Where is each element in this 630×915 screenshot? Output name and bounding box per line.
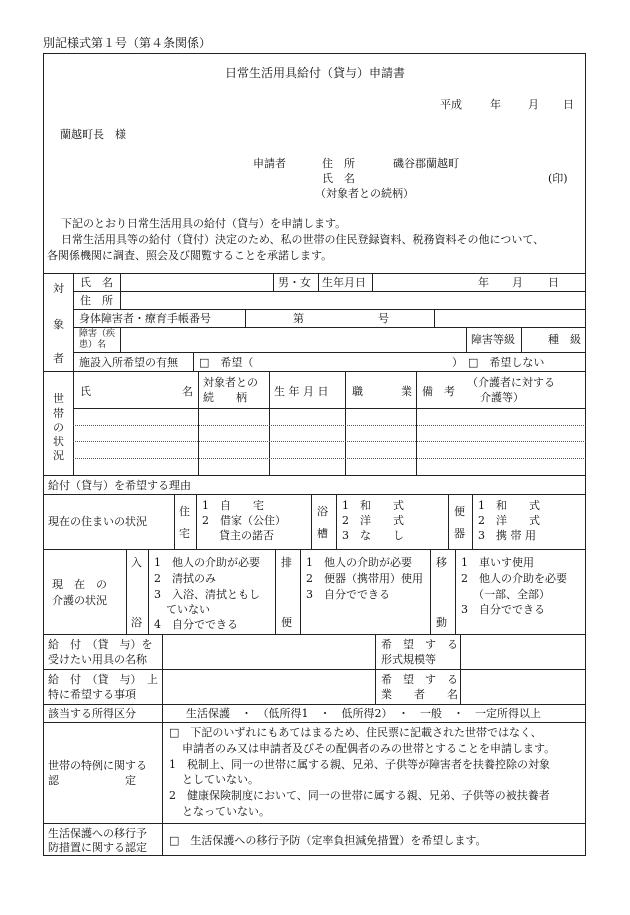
care-move-3: 3 自分でできる <box>461 603 545 616</box>
exception-line-4: としていない。 <box>182 773 259 786</box>
household-side-4: 状 <box>53 435 64 448</box>
care-move-side-2: 動 <box>436 616 447 629</box>
dob-month: 月 <box>512 276 523 289</box>
household-side-5: 況 <box>53 449 64 462</box>
seal-mark: (印) <box>548 172 568 185</box>
intro-line-2: 日常生活用具等の給付（貸付）決定のため、私の世帯の住民登録資料、税務資料その他について、 <box>61 233 545 246</box>
handbook-label: 身体障害者・療育手帳番号 <box>79 312 211 325</box>
care-bath-side-1: 入 <box>131 556 142 569</box>
handbook-go: 号 <box>378 312 389 325</box>
exception-line-2: 申請者のみ又は申請者及びその配偶者のみの世帯とすることを申請します。 <box>182 742 556 755</box>
housing-option-1: 1 自 宅 <box>202 499 264 512</box>
household-side-1: 世 <box>53 392 64 405</box>
date-month: 月 <box>528 98 539 111</box>
hh-col-note-2: （介護者に対する <box>467 376 555 389</box>
care-label-2: 介護の状況 <box>52 594 107 607</box>
care-excr-3: 3 自分でできる <box>306 588 390 601</box>
sex-label: 男・女 <box>278 276 311 289</box>
household-side-2: 帯 <box>53 407 64 420</box>
applicant-address-value: 磯谷郡蘭越町 <box>393 157 459 170</box>
housing-landlord: 貸主の諾否 <box>219 529 274 542</box>
housing-option-2: 2 借家（公住） <box>202 514 286 527</box>
care-bath-3: 3 入浴、清拭ともし <box>154 588 260 601</box>
hh-col-dob: 生 年 月 日 <box>274 385 329 398</box>
facility-option-wish[interactable]: □ 希望（ <box>199 356 254 369</box>
bath-option-1: 1 和 式 <box>342 499 404 512</box>
target-side-2: 象 <box>53 318 64 331</box>
desired-form-label-1: 希 望 す る <box>381 638 458 651</box>
living-bath-side-1: 浴 <box>317 505 328 518</box>
hh-col-relation-1: 対象者との <box>203 376 258 389</box>
care-move-2b: （一部、全部） <box>473 588 550 601</box>
exception-label-1: 世帯の特例に関する <box>48 759 147 772</box>
hh-col-note-1: 備 考 <box>422 385 455 398</box>
care-excr-side-1: 排 <box>281 556 292 569</box>
special-request-label-2: 特に希望する事項 <box>48 688 136 701</box>
exception-label-2: 認 定 <box>48 774 136 787</box>
dob-year: 年 <box>478 276 489 289</box>
target-side-1: 対 <box>53 282 64 295</box>
hh-col-name-2: 名 <box>182 385 193 398</box>
care-move-2: 2 他人の介助を必要 <box>461 572 567 585</box>
living-toilet-side-1: 便 <box>454 505 465 518</box>
toilet-option-1: 1 和 式 <box>478 499 540 512</box>
care-label-1: 現 在 の <box>52 578 107 591</box>
facility-label: 施設入所希望の有無 <box>79 356 178 369</box>
applicant-name-label: 氏 名 <box>322 172 355 185</box>
exception-line-5: 2 健康保険制度において、同一の世帯に属する親、兄弟、子供等の被扶養者 <box>169 789 550 802</box>
target-side-3: 者 <box>53 352 64 365</box>
desired-item-label-1: 給 付 （貸 与）を <box>48 638 153 651</box>
desired-form-label-2: 形式規模等 <box>381 653 436 666</box>
hh-col-job-2: 業 <box>401 385 412 398</box>
vendor-label-1: 希 望 す る <box>381 673 458 686</box>
care-bath-1: 1 他人の介助が必要 <box>154 556 260 569</box>
living-toilet-side-2: 器 <box>454 527 465 540</box>
reason-label: 給付（貸与）を希望する理由 <box>48 479 191 492</box>
form-number: 別記様式第１号（第４条関係） <box>43 36 212 50</box>
toilet-option-2: 2 洋 式 <box>478 514 540 527</box>
care-bath-side-2: 浴 <box>131 616 142 629</box>
dob-day: 日 <box>548 276 559 289</box>
disability-name-label: 障害（疾患）名 <box>79 329 116 350</box>
vendor-label-2: 業 者 名 <box>381 688 458 701</box>
applicant-label: 申請者 <box>253 157 286 170</box>
toilet-option-3: 3 携 帯 用 <box>478 529 536 542</box>
hh-col-relation-2: 続 柄 <box>203 391 247 404</box>
care-bath-4: 4 自分でできる <box>154 618 238 631</box>
facility-option-close: ） <box>452 356 463 369</box>
addressee: 蘭越町長 様 <box>60 128 126 141</box>
income-value: 生活保護 ・ （低所得1 ・ 低所得2） ・ 一般 ・ 一定所得以上 <box>186 707 541 720</box>
date-year: 年 <box>490 98 501 111</box>
target-name-label: 氏 名 <box>80 276 113 289</box>
living-label: 現在の住まいの状況 <box>48 515 147 528</box>
relation-note: （対象者との続柄） <box>315 187 414 200</box>
living-housing-side-1: 住 <box>179 505 190 518</box>
grade-unit: 種 級 <box>548 333 581 346</box>
dob-label: 生年月日 <box>322 276 366 289</box>
care-excr-2: 2 便器（携帯用）使用 <box>306 572 423 585</box>
care-excr-1: 1 他人の介助が必要 <box>306 556 412 569</box>
intro-line-1: 下記のとおり日常生活用具の給付（貸与）を申請します。 <box>61 217 347 230</box>
income-label: 該当する所得区分 <box>48 707 136 720</box>
grade-label: 障害等級 <box>471 333 515 346</box>
bath-option-3: 3 な し <box>342 529 404 542</box>
hh-col-note-3: 介護等） <box>480 391 524 404</box>
hh-col-name-1: 氏 <box>80 385 91 398</box>
care-move-1: 1 車いす使用 <box>461 556 534 569</box>
desired-item-label-2: 受けたい用具の名称 <box>48 653 147 666</box>
living-housing-side-2: 宅 <box>179 527 190 540</box>
welfare-checkbox[interactable]: □ 生活保護への移行予防（定率負担減免措置）を希望します。 <box>169 834 487 847</box>
special-request-label-1: 給 付 （貸 与） 上 <box>48 673 158 686</box>
handbook-dai: 第 <box>293 312 304 325</box>
exception-checkbox-line[interactable]: □ 下記のいずれにもあてはまるため、住民票に記載された世帯ではなく、 <box>169 726 542 739</box>
welfare-label-2: 防措置に関する認定 <box>48 841 147 854</box>
facility-option-none[interactable]: □ 希望しない <box>468 356 545 369</box>
target-address-label: 住 所 <box>80 294 113 307</box>
date-day: 日 <box>563 98 574 111</box>
hh-col-job-1: 職 <box>352 385 363 398</box>
exception-line-6: となっていない。 <box>182 805 270 818</box>
date-era: 平成 <box>440 98 462 111</box>
care-bath-3b: ていない <box>166 603 210 616</box>
household-side-3: の <box>53 421 64 434</box>
care-excr-side-2: 便 <box>281 616 292 629</box>
care-bath-2: 2 清拭のみ <box>154 572 216 585</box>
exception-line-3: 1 税制上、同一の世帯に属する親、兄弟、子供等が障害者を扶養控除の対象 <box>169 758 550 771</box>
intro-line-3: 各関係機関に調査、照会及び閲覧することを承諾します。 <box>47 249 333 262</box>
care-move-side-1: 移 <box>436 556 447 569</box>
welfare-label-1: 生活保護への移行予 <box>48 827 147 840</box>
bath-option-2: 2 洋 式 <box>342 514 404 527</box>
applicant-address-label: 住 所 <box>322 157 355 170</box>
form-title: 日常生活用具給付（貸与）申請書 <box>224 66 405 80</box>
living-bath-side-2: 槽 <box>317 527 328 540</box>
